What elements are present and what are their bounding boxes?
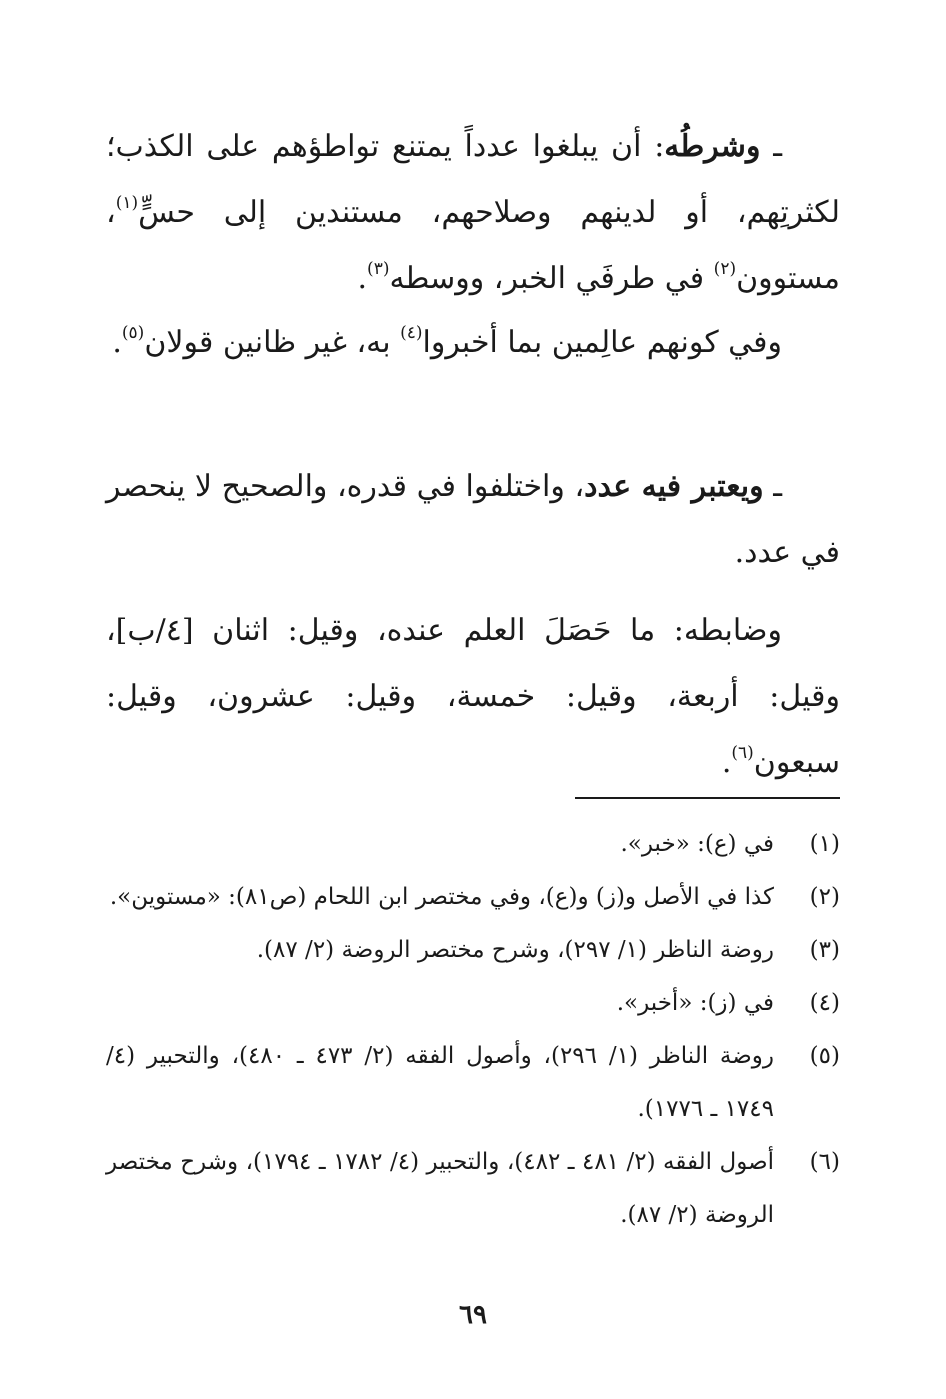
paragraph-condition: [106, 114, 840, 312]
paragraph-text: .: [112, 325, 122, 360]
footnotes-section: [106, 818, 840, 1242]
footnote-ref-3[interactable]: (٣): [367, 259, 390, 279]
bold-heading-condition: وشرطُه: [664, 129, 761, 164]
bold-heading-number: ويعتبر فيه عدد: [584, 469, 764, 504]
footnote-ref-2[interactable]: (٢): [713, 259, 737, 279]
paragraph-number-considered: [106, 454, 840, 586]
footnote-item: [106, 1136, 840, 1242]
footnote-item: [106, 924, 840, 977]
paragraph-text: به، غير ظانين قولان: [144, 325, 401, 360]
footnote-number: (٦): [809, 1149, 840, 1175]
dash: ـ: [763, 469, 783, 504]
footnote-number: (٤): [809, 990, 840, 1016]
paragraph-text: .: [721, 745, 732, 780]
page-number: ٦٩: [459, 1300, 487, 1330]
paragraph-criterion: [106, 598, 840, 796]
paragraph-text: ، مستوون: [106, 195, 840, 296]
footnote-separator: [575, 797, 840, 799]
paragraph-text: وفي كونهم عالِمين بما أخبروا: [422, 325, 782, 360]
footnote-ref-1[interactable]: (١): [115, 193, 139, 213]
footnote-number: (٣): [809, 937, 840, 963]
paragraph-text: وضابطه: ما حَصَلَ العلم عنده، وقيل: اثنان [٤/ب]، وقيل: أربعة، وقيل: خمسة، وقيل: عشرون، وقيل: سبعون: [106, 613, 840, 780]
paragraph-text: ، واختلفوا في قدره، والصحيح لا ينحصر في عدد.: [106, 469, 840, 570]
footnote-ref-5[interactable]: (٥): [121, 323, 145, 343]
paragraph-knowledge: [106, 310, 840, 376]
footnote-item: [106, 1030, 840, 1136]
footnote-text: في (ع): «خبر».: [620, 831, 774, 857]
footnote-text: في (ز): «أخبر».: [616, 990, 774, 1016]
footnote-text: روضة الناظر (١/ ٢٩٦)، وأصول الفقه (٢/ ٤٧٣ ـ ٤٨٠)، والتحبير (٤/ ١٧٤٩ ـ ١٧٧٦).: [106, 1043, 774, 1122]
footnote-number: (٥): [809, 1043, 840, 1069]
footnote-item: [106, 977, 840, 1030]
footnote-text: كذا في الأصل و(ز) و(ع)، وفي مختصر ابن اللحام (ص٨١): «مستوين».: [109, 884, 774, 910]
paragraph-text: في طرفَي الخبر، ووسطه: [389, 261, 714, 296]
footnote-number: (٢): [809, 884, 840, 910]
footnote-number: (١): [809, 831, 840, 857]
paragraph-text: : أن يبلغوا عدداً يمتنع تواطؤهم على الكذب؛ لكثرتِهم، أو لدينهم وصلاحهم، مستندين إلى حسٍّ: [106, 129, 840, 230]
footnote-ref-6[interactable]: (٦): [731, 743, 754, 763]
footnote-item: [106, 871, 840, 924]
footnote-item: [106, 818, 840, 871]
footnote-text: روضة الناظر (١/ ٢٩٧)، وشرح مختصر الروضة (٢/ ٨٧).: [256, 937, 774, 963]
footnote-text: أصول الفقه (٢/ ٤٨١ ـ ٤٨٢)، والتحبير (٤/ ١٧٨٢ ـ ١٧٩٤)، وشرح مختصر الروضة (٢/ ٨٧).: [106, 1149, 775, 1228]
footnote-ref-4[interactable]: (٤): [400, 323, 423, 343]
paragraph-text: .: [357, 261, 368, 296]
dash: ـ: [760, 129, 782, 164]
